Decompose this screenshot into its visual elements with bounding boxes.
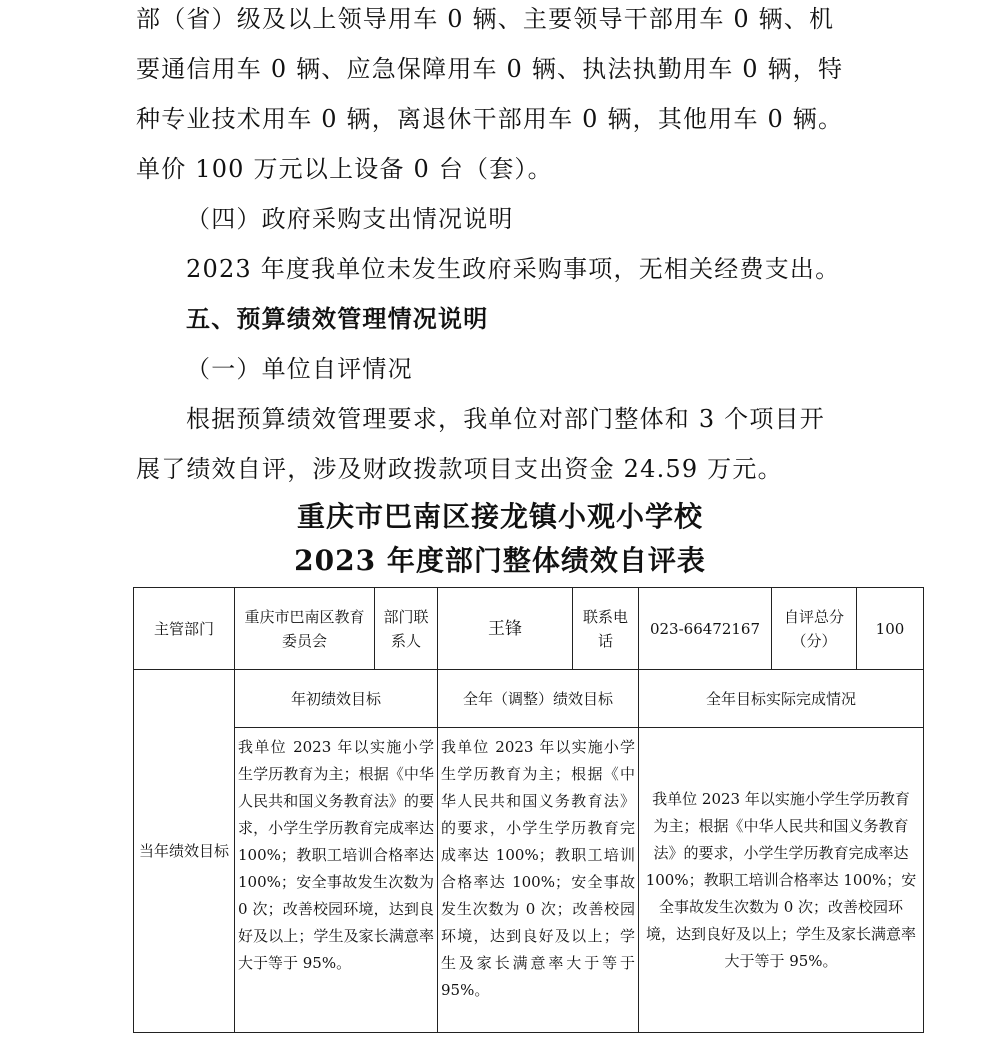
paragraph-line: 要通信用车 0 辆、应急保障用车 0 辆、执法执勤用车 0 辆，特 — [136, 55, 844, 83]
goals-col-actual: 全年目标实际完成情况 — [639, 670, 924, 728]
paragraph-line: 展了绩效自评，涉及财政拨款项目支出资金 24.59 万元。 — [136, 455, 783, 483]
table-subtitle: 2023 年度部门整体绩效自评表 — [294, 544, 706, 577]
goals-content-row — [134, 728, 924, 1033]
goals-row-label: 当年绩效目标 — [134, 670, 235, 1033]
score-value: 100 — [857, 588, 924, 670]
paragraph-line: 单价 100 万元以上设备 0 台（套）。 — [136, 155, 553, 183]
performance-table — [133, 587, 924, 1033]
paragraph-line: 部（省）级及以上领导用车 0 辆、主要领导干部用车 0 辆、机 — [136, 5, 835, 33]
subsection-heading-self-evaluation: （一）单位自评情况 — [186, 355, 413, 383]
paragraph-line: 种专业技术用车 0 辆，离退休干部用车 0 辆，其他用车 0 辆。 — [136, 105, 844, 133]
dept-label: 主管部门 — [134, 588, 235, 670]
phone-value: 023-66472167 — [639, 588, 772, 670]
contact-value: 王锋 — [438, 588, 573, 670]
goals-text-initial: 我单位 2023 年以实施小学生学历教育为主；根据《中华人民共和国义务教育法》的要求，小学生学历教育完成率达 100%；教职工培训合格率达 100%；安全事故发生次数为 0 次；改善校园环境，达到良好及以上；学生及家长满意率大于等于 95%。 — [235, 728, 438, 1033]
paragraph-line: 2023 年度我单位未发生政府采购事项，无相关经费支出。 — [186, 255, 841, 283]
goals-header-row — [134, 670, 924, 728]
contact-label: 部门联系人 — [375, 588, 438, 670]
table-header-row — [134, 588, 924, 670]
goals-text-actual: 我单位 2023 年以实施小学生学历教育为主；根据《中华人民共和国义务教育法》的要求，小学生学历教育完成率达 100%；教职工培训合格率达 100%；安全事故发生次数为 0 次；改善校园环境，达到良好及以上；学生及家长满意率大于等于 95%。 — [639, 728, 924, 1033]
table-title: 重庆市巴南区接龙镇小观小学校 — [296, 500, 703, 533]
section-heading-gov-procurement: （四）政府采购支出情况说明 — [186, 205, 514, 233]
goals-col-adjusted: 全年（调整）绩效目标 — [438, 670, 639, 728]
goals-col-initial: 年初绩效目标 — [235, 670, 438, 728]
section-heading-performance: 五、预算绩效管理情况说明 — [186, 305, 489, 333]
dept-value: 重庆市巴南区教育委员会 — [235, 588, 375, 670]
score-label: 自评总分（分） — [772, 588, 857, 670]
phone-label: 联系电话 — [573, 588, 639, 670]
paragraph-line: 根据预算绩效管理要求，我单位对部门整体和 3 个项目开 — [186, 405, 825, 433]
goals-text-adjusted: 我单位 2023 年以实施小学生学历教育为主；根据《中华人民共和国义务教育法》的要求，小学生学历教育完成率达 100%；教职工培训合格率达 100%；安全事故发生次数为 0 次；改善校园环境，达到良好及以上；学生及家长满意率大于等于 95%。 — [438, 728, 639, 1033]
